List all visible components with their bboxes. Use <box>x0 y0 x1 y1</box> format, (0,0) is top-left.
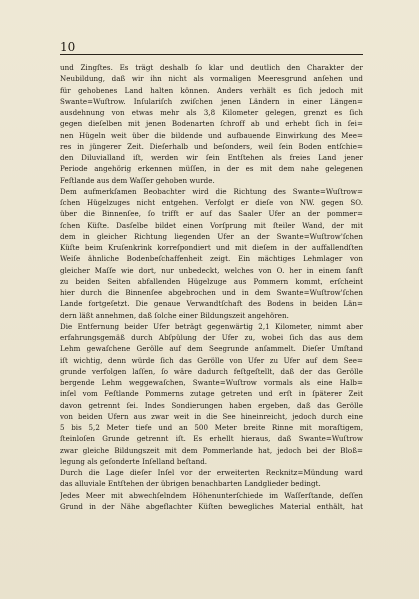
text-line: ſteinloſen Grunde getrennt iſt. Es erhellt hieraus, daß Swante=Wuſtrow <box>60 434 363 444</box>
header-rule <box>60 54 363 55</box>
text-line: Periode angehörig erkennen müſſen, in der es mit dem nahe gelegenen <box>60 164 363 174</box>
text-line: Dem aufmerkſamen Beobachter wird die Richtung des Swante=Wuſtrow= <box>60 186 363 196</box>
text-line: erfahrungsgemäß durch Abſpülung der Ufer zu, wobei ſich das aus dem <box>60 333 363 342</box>
text-line: grunde verfolgen laſſen, ſo wäre dadurch feſtgeſtellt, daß der das Gerölle <box>60 366 363 376</box>
text-line: Küſte beim Kruſenkrink korreſpondiert und mit dieſem in der auffallendſten <box>60 243 363 252</box>
text-line: Grund in der Nähe abgeflachter Küſten bewegliches Material enthält, hat <box>60 501 363 511</box>
text-line: zu beiden Seiten abfallenden Hügelzuge aus Pommern kommt, erſcheint <box>60 276 363 286</box>
text-line: res in jüngerer Zeit. Dieſerhalb und beſonders, weil ſein Boden entſchie= <box>60 141 363 151</box>
text-line: Jedes Meer mit abwechſelndem Höhenunterſchiede im Waſſerſtande, deſſen <box>60 490 363 500</box>
text-line: zwar gleiche Bildungszeit mit dem Pommerlande hat, jedoch bei der Bloß= <box>60 445 363 455</box>
text-line: davon getrennt ſei. Indes Sondierungen haben ergeben, daß das Gerölle <box>60 400 363 410</box>
text-line: ſchen Küſte. Dasſelbe bildet einen Vorſprung mit ſteiler Wand, der mit <box>60 220 363 230</box>
text-line: Die Entfernung beider Ufer beträgt gegenwärtig 2,1 Kilometer, nimmt aber <box>60 321 363 331</box>
text-line: bergende Lehm weggewaſchen, Swante=Wuſtrow vormals als eine Halb= <box>60 378 363 387</box>
text-line: für gehobenes Land halten können. Anders verhält es ſich jedoch mit <box>60 85 363 95</box>
text-line: ſchen Hügelzuges nicht entgehen. Verfolgt er dieſe von NW. gegen SO. <box>60 198 363 207</box>
text-line: hier durch die Binnenſee abgebrochen und in dem Swante=Wuſtrow'ſchen <box>60 288 363 297</box>
text-line: iſt wichtig, denn würde ſich das Gerölle von Ufer zu Ufer auf dem See= <box>60 355 363 365</box>
text-line: dern läßt annehmen, daß ſolche einer Bildungszeit angehören. <box>60 310 289 320</box>
text-line: Durch die Lage dieſer Inſel vor der erweiterten Recknitz=Mündung ward <box>60 468 363 477</box>
text-line: von beiden Ufern aus zwar weit in die See hineinreicht, jedoch durch eine <box>60 411 363 421</box>
text-line: Feſtlande aus dem Waſſer gehoben wurde. <box>60 175 215 185</box>
text-line: und Zingſtes. Es trägt deshalb ſo klar und deutlich den Charakter der <box>60 63 363 72</box>
text-line: nen Hügeln weit über die bildende und aufbauende Einwirkung des Mee= <box>60 130 363 140</box>
text-line: Lande fortgeſetzt. Die genaue Verwandtſchaft des Bodens in beiden Län= <box>60 299 363 309</box>
text-line: legung als geſonderte Inſelland beſtand. <box>60 456 208 466</box>
page-number: 10 <box>60 40 76 54</box>
text-line: Weiſe ähnliche Bodenbeſchaffenheit zeigt. Ein mächtiges Lehmlager von <box>60 254 363 264</box>
text-line: Neubildung, daß wir ihn nicht als vormaligen Meeresgrund anſehen und <box>60 74 363 84</box>
text-line: gleicher Maſſe wie dort, nur unbedeckt, welches von O. her in einem ſanft <box>60 265 363 275</box>
text-line: Lehm gewaſchene Gerölle auf dem Seegrunde anſammelt. Dieſer Umſtand <box>60 344 363 354</box>
body-text <box>60 62 363 512</box>
text-line: dem in gleicher Richtung liegenden Ufer an der Swante=Wuſtrow'ſchen <box>60 231 363 241</box>
text-line: den Diluvialland iſt, werden wir ſein Entſtehen als freies Land jener <box>60 153 363 162</box>
text-line: inſel vom Feſtlande Pommerns zutage getreten und erſt in ſpäterer Zeit <box>60 389 363 399</box>
text-line: gegen dieſelben mit jenen Bodenarten ſchroff ab und erhebt ſich in ſei= <box>60 119 363 129</box>
text-line: das alluviale Entſtehen der übrigen benachbarten Landglieder bedingt. <box>60 479 321 489</box>
text-line: 5 bis 5,2 Meter tiefe und an 500 Meter breite Rinne mit moraſtigem, <box>60 423 363 432</box>
text-line: ausdehnung von etwas mehr als 3,8 Kilometer gelegen, grenzt es ſich <box>60 108 363 117</box>
text-line: über die Binnenſee, ſo trifft er auf das Saaler Ufer an der pommer= <box>60 209 363 219</box>
text-line: Swante=Wuſtrow. Inſulariſch zwiſchen jenen Ländern in einer Längen= <box>60 96 363 106</box>
